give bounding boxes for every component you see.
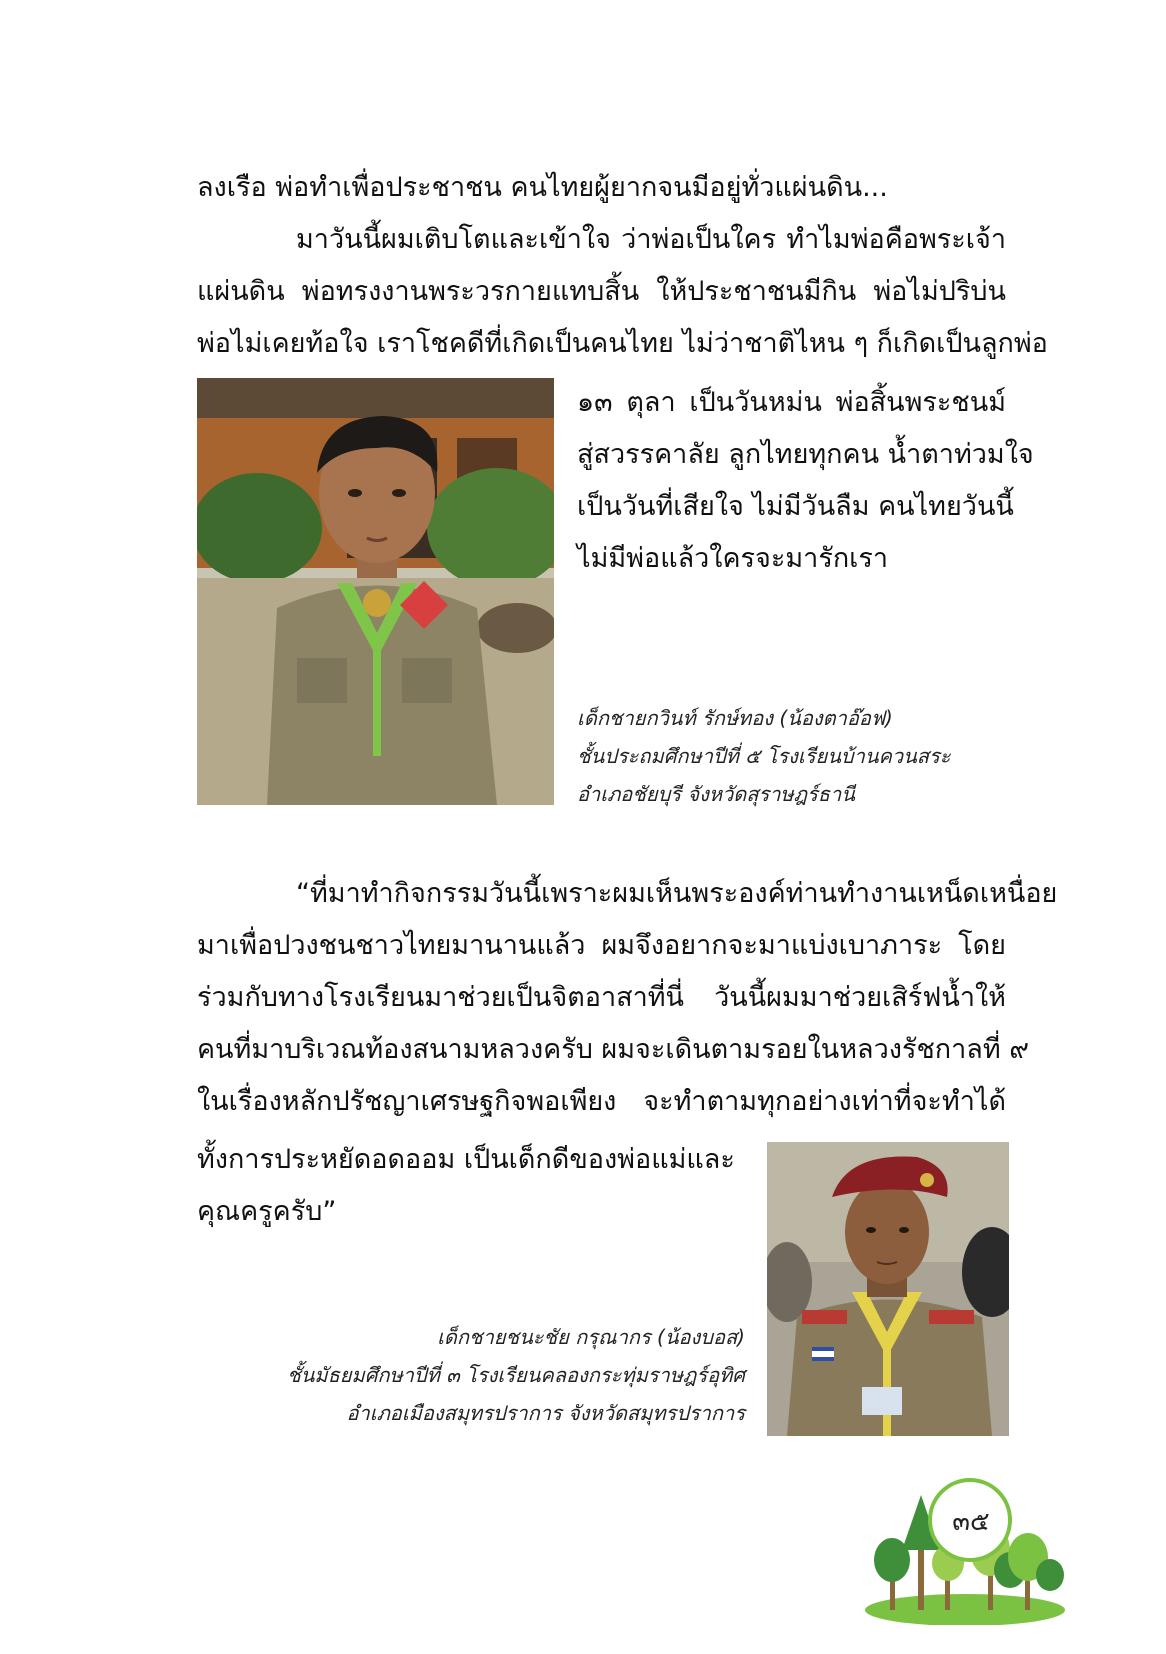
photo-boy-scout xyxy=(197,378,554,805)
quote-line: ในเรื่องหลักปรัชญาเศรษฐกิจพอเพียง จะทำตามทุกอย่างเท่าที่จะทำได้ xyxy=(197,1086,1006,1117)
paragraph-line: ๑๓ ตุลา เป็นวันหม่น พ่อสิ้นพระชนม์ xyxy=(577,387,1006,418)
paragraph-line: พ่อไม่เคยท้อใจ เราโชคดีที่เกิดเป็นคนไทย ไม่ว่าชาติไหน ๆ ก็เกิดเป็นลูกพ่อ xyxy=(197,328,1048,359)
photo-scout-beret xyxy=(767,1142,1009,1436)
caption-grade: ชั้นมัธยมศึกษาปีที่ ๓ โรงเรียนคลองกระทุ่มราษฎร์อุทิศ xyxy=(287,1363,745,1387)
paragraph-line: มาวันนี้ผมเติบโตและเข้าใจ ว่าพ่อเป็นใคร ทำไมพ่อคือพระเจ้า xyxy=(296,224,1006,255)
quote-line: มาเพื่อปวงชนชาวไทยมานานแล้ว ผมจึงอยากจะมาแบ่งเบาภาระ โดย xyxy=(197,930,1006,961)
caption-grade: ชั้นประถมศึกษาปีที่ ๕ โรงเรียนบ้านควนสระ xyxy=(577,744,951,768)
quote-line: ทั้งการประหยัดอดออม เป็นเด็กดีของพ่อแม่และ xyxy=(197,1144,735,1175)
quote-line: คนที่มาบริเวณท้องสนามหลวงครับ ผมจะเดินตามรอยในหลวงรัชกาลที่ ๙ xyxy=(197,1034,1029,1065)
caption-location: อำเภอชัยบุรี จังหวัดสุราษฎร์ธานี xyxy=(577,782,855,806)
quote-line: “ที่มาทำกิจกรรมวันนี้เพราะผมเห็นพระองค์ท่านทำงานเหน็ดเหนื่อย xyxy=(296,878,1058,909)
paragraph-line: เป็นวันที่เสียใจ ไม่มีวันลืม คนไทยวันนี้ xyxy=(577,491,1014,522)
page-number: ๓๕ xyxy=(952,1507,990,1537)
paragraph-line: สู่สวรรคาลัย ลูกไทยทุกคน น้ำตาท่วมใจ xyxy=(577,439,1034,470)
paragraph-line: แผ่นดิน พ่อทรงงานพระวรกายแทบสิ้น ให้ประชาชนมีกิน พ่อไม่ปริบ่น xyxy=(197,276,1006,307)
quote-line: คุณครูครับ” xyxy=(197,1196,337,1227)
quote-line: ร่วมกับทางโรงเรียนมาช่วยเป็นจิตอาสาที่นี่ วันนี้ผมมาช่วยเสิร์ฟน้ำให้ xyxy=(197,982,1006,1013)
caption-location: อำเภอเมืองสมุทรปราการ จังหวัดสมุทรปราการ xyxy=(346,1401,745,1425)
paragraph-line: ลงเรือ พ่อทำเพื่อประชาชน คนไทยผู้ยากจนมีอยู่ทั่วแผ่นดิน... xyxy=(197,172,888,203)
caption-name: เด็กชายกวินท์ รักษ์ทอง (น้องตาอ๊อฟ) xyxy=(577,706,893,730)
caption-name: เด็กชายชนะชัย กรุณากร (น้องบอส) xyxy=(437,1325,745,1349)
tree-ornament xyxy=(860,1475,1070,1625)
paragraph-line: ไม่มีพ่อแล้วใครจะมารักเรา xyxy=(577,543,889,574)
